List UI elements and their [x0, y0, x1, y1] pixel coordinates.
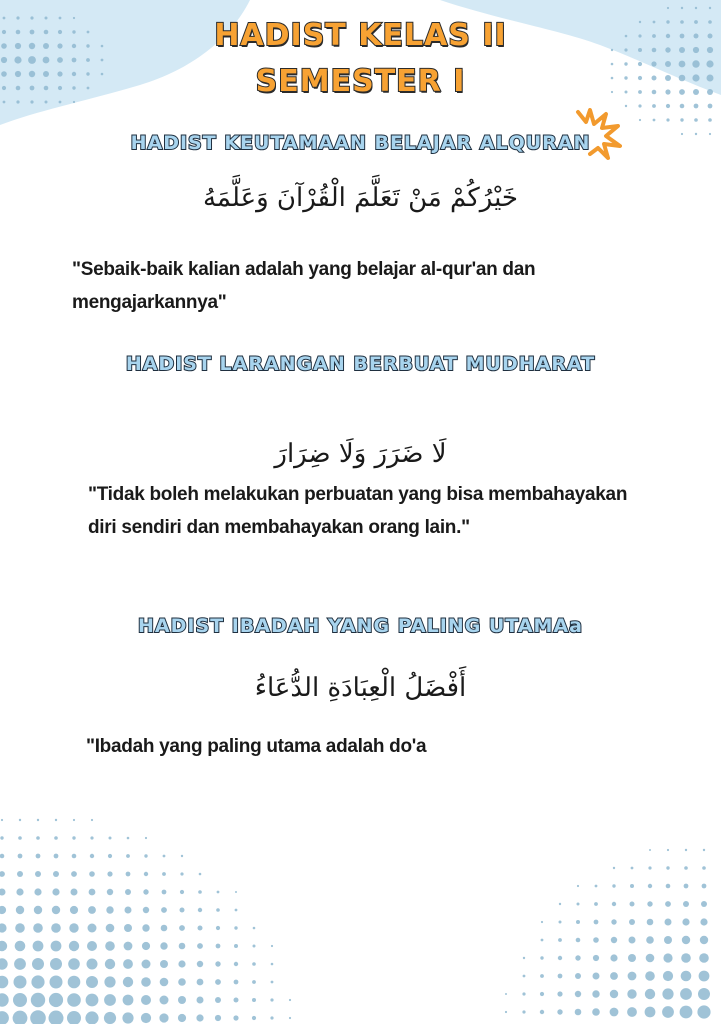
halftone-dot	[703, 849, 705, 851]
halftone-dot	[52, 888, 59, 895]
halftone-dot	[104, 1012, 116, 1024]
halftone-dot	[577, 903, 580, 906]
halftone-dot	[252, 998, 256, 1002]
halftone-dot	[85, 1011, 98, 1024]
halftone-dot	[123, 977, 133, 987]
halftone-dot	[215, 1015, 221, 1021]
halftone-dot	[90, 836, 93, 839]
halftone-dot	[178, 996, 186, 1004]
halftone-dot	[30, 100, 33, 103]
halftone-dot	[217, 891, 220, 894]
halftone-dot	[576, 920, 580, 924]
halftone-dot	[180, 872, 183, 875]
halftone-dot	[87, 941, 97, 951]
halftone-dot	[104, 994, 116, 1006]
halftone-dot	[682, 918, 689, 925]
halftone-dot	[595, 885, 598, 888]
halftone-dot	[540, 956, 543, 959]
halftone-dot	[557, 991, 562, 996]
halftone-dot	[233, 1015, 238, 1020]
halftone-dot	[575, 973, 581, 979]
halftone-dot	[91, 819, 93, 821]
halftone-dot	[145, 837, 147, 839]
halftone-dot	[0, 871, 5, 877]
halftone-dot	[68, 976, 81, 989]
halftone-dot	[73, 101, 75, 103]
halftone-dot	[15, 923, 25, 933]
section-heading-ibadah: HADIST IBADAH YANG PALING UTAMAa	[138, 615, 583, 637]
halftone-dot	[683, 901, 689, 907]
halftone-dot	[18, 836, 22, 840]
halftone-dot	[523, 957, 525, 959]
halftone-dot	[31, 993, 45, 1007]
halftone-dot	[699, 953, 709, 963]
halftone-dot	[160, 942, 167, 949]
halftone-dot	[178, 960, 185, 967]
halftone-dot	[69, 941, 79, 951]
halftone-dot	[160, 978, 169, 987]
halftone-dot	[667, 849, 669, 851]
halftone-dot	[17, 871, 23, 877]
halftone-dot	[289, 999, 291, 1001]
halftone-dot	[610, 954, 617, 961]
halftone-dot	[59, 101, 62, 104]
halftone-dot	[16, 100, 19, 103]
halftone-dot	[631, 867, 634, 870]
sparkle-burst-icon	[572, 108, 622, 160]
halftone-dot	[73, 819, 75, 821]
halftone-dot	[216, 908, 220, 912]
halftone-dot	[557, 1009, 562, 1014]
halftone-dot	[50, 976, 63, 989]
halftone-dot	[681, 7, 683, 9]
section-heading-keutamaan: HADIST KEUTAMAAN BELAJAR ALQURAN	[130, 132, 591, 154]
halftone-dot	[178, 978, 186, 986]
halftone-dot	[594, 902, 598, 906]
halftone-dot	[14, 56, 21, 63]
halftone-dot	[72, 58, 77, 63]
halftone-dot	[0, 993, 9, 1006]
halftone-dot	[163, 855, 166, 858]
halftone-dot	[638, 104, 641, 107]
halftone-dot	[88, 924, 97, 933]
halftone-dot	[142, 924, 149, 931]
arabic-text-ibadah: أَفْضَلُ الْعِبَادَةِ الدُّعَاءُ	[254, 673, 467, 703]
halftone-dot	[611, 937, 617, 943]
halftone-dot	[71, 871, 77, 877]
halftone-dot	[709, 7, 711, 9]
halftone-dot	[575, 991, 581, 997]
halftone-dot	[612, 884, 615, 887]
halftone-dot	[505, 993, 507, 995]
halftone-dot	[30, 1010, 46, 1024]
halftone-dot	[576, 938, 581, 943]
halftone-dot	[51, 941, 62, 952]
arabic-text-keutamaan: خَيْرُكُمْ مَنْ تَعَلَّمَ الْقُرْآنَ وَعَلَّمَهُ	[202, 183, 519, 213]
halftone-dot	[234, 980, 239, 985]
halftone-dot	[197, 979, 204, 986]
halftone-dot	[700, 918, 707, 925]
halftone-dot	[0, 958, 8, 969]
halftone-dot	[106, 906, 113, 913]
halftone-dot	[699, 971, 710, 982]
halftone-dot	[647, 901, 652, 906]
halftone-dot	[123, 959, 133, 969]
halftone-dot	[54, 854, 59, 859]
halftone-dot	[663, 953, 672, 962]
halftone-dot	[107, 871, 112, 876]
halftone-dot	[36, 836, 40, 840]
halftone-dot	[215, 997, 221, 1003]
halftone-dot	[35, 871, 41, 877]
halftone-dot	[43, 57, 50, 64]
halftone-dot	[216, 944, 221, 949]
halftone-dot	[611, 919, 616, 924]
halftone-dot	[72, 836, 75, 839]
halftone-dot	[593, 937, 599, 943]
halftone-dot	[106, 924, 115, 933]
halftone-dot	[646, 936, 654, 944]
halftone-dot	[88, 906, 96, 914]
halftone-dot	[235, 891, 237, 893]
halftone-dot	[592, 990, 599, 997]
halftone-dot	[627, 989, 636, 998]
halftone-dot	[645, 1007, 656, 1018]
halftone-dot	[523, 975, 526, 978]
halftone-dot	[682, 936, 690, 944]
halftone-dot	[16, 888, 23, 895]
halftone-dot	[652, 104, 656, 108]
halftone-dot	[69, 923, 78, 932]
halftone-dot	[71, 889, 78, 896]
halftone-dot	[14, 958, 26, 970]
halftone-dot	[253, 945, 256, 948]
halftone-dot	[663, 971, 673, 981]
halftone-dot	[271, 945, 273, 947]
halftone-dot	[34, 888, 41, 895]
halftone-dot	[198, 890, 202, 894]
halftone-dot	[32, 958, 44, 970]
halftone-dot	[144, 872, 148, 876]
halftone-dot	[558, 938, 562, 942]
halftone-dot	[199, 873, 202, 876]
halftone-dot	[697, 1005, 710, 1018]
halftone-dot	[18, 854, 23, 859]
halftone-dot	[593, 973, 600, 980]
halftone-dot	[698, 988, 710, 1000]
halftone-dot	[34, 906, 42, 914]
halftone-dot	[16, 906, 24, 914]
halftone-dot	[37, 819, 39, 821]
halftone-dot	[664, 936, 672, 944]
halftone-dot	[1, 819, 3, 821]
halftone-dot	[575, 1009, 582, 1016]
halftone-dot	[630, 902, 635, 907]
halftone-dot	[0, 941, 7, 951]
halftone-dot	[108, 854, 112, 858]
halftone-dot	[49, 1011, 64, 1024]
halftone-dot	[559, 903, 561, 905]
halftone-dot	[505, 1011, 507, 1013]
halftone-dot	[101, 59, 104, 62]
halftone-dot	[646, 954, 655, 963]
halftone-dot	[662, 1006, 674, 1018]
halftone-dot	[197, 943, 203, 949]
halftone-dot	[628, 972, 637, 981]
halftone-dot	[702, 884, 707, 889]
halftone-dot	[685, 849, 687, 851]
halftone-dot	[235, 909, 238, 912]
halftone-dot	[649, 849, 651, 851]
halftone-dot	[160, 960, 168, 968]
halftone-dot	[105, 941, 115, 951]
translation-larangan: "Tidak boleh melakukan perbuatan yang bisa membahayakan diri sendiri dan membahayakan orang lain."	[88, 484, 628, 538]
translation-keutamaan: "Sebaik-baik kalian adalah yang belajar al-qur'an dan mengajarkannya"	[72, 259, 536, 313]
halftone-dot	[198, 926, 203, 931]
halftone-dot	[666, 884, 671, 889]
halftone-dot	[610, 972, 618, 980]
halftone-dot	[179, 925, 185, 931]
halftone-dot	[625, 105, 627, 107]
halftone-dot	[124, 942, 133, 951]
halftone-dot	[695, 7, 697, 9]
translation-ibadah: "Ibadah yang paling utama adalah do'a	[86, 736, 427, 757]
halftone-dot	[0, 889, 6, 896]
halftone-dot	[700, 936, 708, 944]
halftone-dot	[86, 994, 99, 1007]
page-title-line-2: SEMESTER I	[255, 64, 466, 99]
halftone-dot	[57, 57, 63, 63]
halftone-dot	[684, 884, 689, 889]
halftone-dot	[89, 871, 95, 877]
halftone-dot	[162, 872, 166, 876]
halftone-dot	[667, 7, 669, 9]
halftone-dot	[665, 919, 672, 926]
halftone-dot	[13, 1011, 28, 1024]
halftone-dot	[628, 954, 636, 962]
halftone-dot	[666, 866, 669, 869]
halftone-dot	[127, 837, 130, 840]
halftone-dot	[87, 959, 98, 970]
halftone-dot	[0, 854, 4, 859]
halftone-dot	[680, 988, 692, 1000]
halftone-dot	[198, 908, 202, 912]
halftone-dot	[681, 953, 691, 963]
halftone-dot	[253, 927, 256, 930]
halftone-dot	[593, 955, 599, 961]
halftone-dot	[610, 1008, 619, 1017]
halftone-dot	[180, 890, 184, 894]
halftone-dot	[271, 981, 274, 984]
halftone-dot	[252, 1016, 256, 1020]
halftone-dot	[161, 925, 168, 932]
halftone-dot	[558, 974, 563, 979]
section-heading-larangan: HADIST LARANGAN BERBUAT MUDHARAT	[125, 353, 596, 375]
halftone-dot	[541, 921, 543, 923]
halftone-dot	[592, 1008, 600, 1016]
halftone-dot	[702, 866, 706, 870]
halftone-dot	[0, 1011, 9, 1024]
halftone-dot	[122, 1012, 133, 1023]
halftone-dot	[612, 902, 616, 906]
halftone-dot	[234, 926, 237, 929]
halftone-dot	[252, 980, 256, 984]
halftone-dot	[51, 923, 61, 933]
halftone-dot	[234, 998, 239, 1003]
halftone-dot	[575, 955, 580, 960]
halftone-dot	[215, 961, 220, 966]
halftone-dot	[89, 889, 96, 896]
halftone-dot	[197, 997, 204, 1004]
halftone-dot	[28, 56, 36, 64]
halftone-dot	[54, 836, 58, 840]
halftone-dot	[680, 118, 683, 121]
halftone-dot	[126, 872, 131, 877]
halftone-dot	[125, 889, 131, 895]
halftone-dot	[662, 988, 673, 999]
halftone-dot	[197, 961, 203, 967]
halftone-dot	[594, 920, 599, 925]
halftone-dot	[271, 963, 274, 966]
halftone-dot	[19, 819, 21, 821]
halftone-dot	[142, 960, 151, 969]
halftone-dot	[627, 1007, 637, 1017]
halftone-dot	[708, 118, 712, 122]
halftone-dot	[610, 990, 618, 998]
arabic-text-larangan: لَا ضَرَرَ وَلَا ضِرَارَ	[274, 439, 447, 469]
halftone-dot	[109, 837, 112, 840]
halftone-dot	[52, 906, 60, 914]
halftone-dot	[104, 976, 115, 987]
halftone-dot	[160, 996, 169, 1005]
halftone-dot	[67, 1011, 81, 1024]
halftone-dot	[0, 923, 7, 932]
halftone-dot	[179, 943, 186, 950]
halftone-dot	[14, 976, 27, 989]
halftone-dot	[684, 866, 688, 870]
halftone-dot	[70, 906, 78, 914]
halftone-dot	[559, 921, 562, 924]
halftone-dot	[577, 885, 579, 887]
halftone-dot	[0, 906, 6, 914]
halftone-dot	[141, 1013, 151, 1023]
halftone-dot	[540, 1010, 544, 1014]
halftone-dot	[68, 958, 80, 970]
halftone-dot	[216, 926, 220, 930]
halftone-dot	[36, 854, 41, 859]
halftone-dot	[90, 854, 94, 858]
halftone-dot	[15, 941, 26, 952]
halftone-dot	[162, 890, 167, 895]
halftone-dot	[126, 854, 130, 858]
halftone-dot	[33, 941, 44, 952]
halftone-dot	[0, 836, 3, 839]
halftone-dot	[1, 57, 7, 63]
halftone-dot	[629, 937, 636, 944]
halftone-dot	[694, 118, 698, 122]
halftone-dot	[50, 958, 62, 970]
halftone-dot	[645, 989, 655, 999]
halftone-dot	[666, 104, 670, 108]
page-title-line-1: HADIST KELAS II	[214, 18, 507, 53]
halftone-dot	[639, 119, 641, 121]
halftone-dot	[701, 901, 707, 907]
halftone-dot	[49, 993, 63, 1007]
halftone-dot	[522, 992, 525, 995]
halftone-dot	[680, 104, 685, 109]
halftone-dot	[694, 104, 699, 109]
halftone-dot	[289, 1017, 291, 1019]
halftone-dot	[55, 819, 57, 821]
halftone-dot	[159, 1013, 168, 1022]
halftone-dot	[196, 1014, 203, 1021]
halftone-dot	[178, 1014, 186, 1022]
halftone-dot	[67, 993, 81, 1007]
halftone-dot	[540, 992, 544, 996]
halftone-dot	[708, 104, 713, 109]
halftone-dot	[645, 971, 655, 981]
halftone-dot	[53, 871, 59, 877]
halftone-dot	[105, 959, 115, 969]
halftone-dot	[522, 1010, 525, 1013]
halftone-dot	[142, 942, 150, 950]
halftone-dot	[143, 907, 149, 913]
halftone-dot	[86, 976, 98, 988]
halftone-dot	[665, 901, 671, 907]
halftone-dot	[31, 975, 44, 988]
halftone-dot	[270, 1016, 273, 1019]
halftone-dot	[630, 884, 634, 888]
halftone-dot	[681, 971, 692, 982]
halftone-dot	[141, 977, 151, 987]
halftone-dot	[161, 907, 167, 913]
halftone-dot	[648, 884, 652, 888]
halftone-dot	[629, 919, 635, 925]
halftone-dot	[33, 923, 43, 933]
halftone-dot	[141, 995, 151, 1005]
halftone-dot	[13, 993, 27, 1007]
halftone-dot	[72, 854, 77, 859]
halftone-dot	[270, 998, 273, 1001]
halftone-dot	[647, 919, 654, 926]
halftone-dot	[86, 58, 90, 62]
halftone-dot	[648, 866, 651, 869]
halftone-dot	[613, 867, 615, 869]
halftone-dot	[181, 855, 183, 857]
halftone-dot	[123, 995, 134, 1006]
halftone-dot	[143, 889, 148, 894]
halftone-dot	[125, 907, 132, 914]
halftone-dot	[0, 976, 8, 989]
halftone-dot	[653, 119, 656, 122]
halftone-dot	[45, 101, 48, 104]
halftone-dot	[234, 962, 238, 966]
halftone-dot	[144, 854, 147, 857]
halftone-dot	[541, 939, 544, 942]
halftone-dot	[180, 908, 185, 913]
halftone-dot	[234, 944, 238, 948]
halftone-dot	[666, 118, 669, 121]
halftone-dot	[540, 974, 544, 978]
halftone-dot	[215, 979, 221, 985]
halftone-dot	[558, 956, 562, 960]
halftone-dot	[252, 962, 256, 966]
halftone-dot	[107, 889, 113, 895]
halftone-dot	[124, 924, 132, 932]
halftone-dot	[680, 1006, 693, 1019]
halftone-dot	[3, 101, 6, 104]
